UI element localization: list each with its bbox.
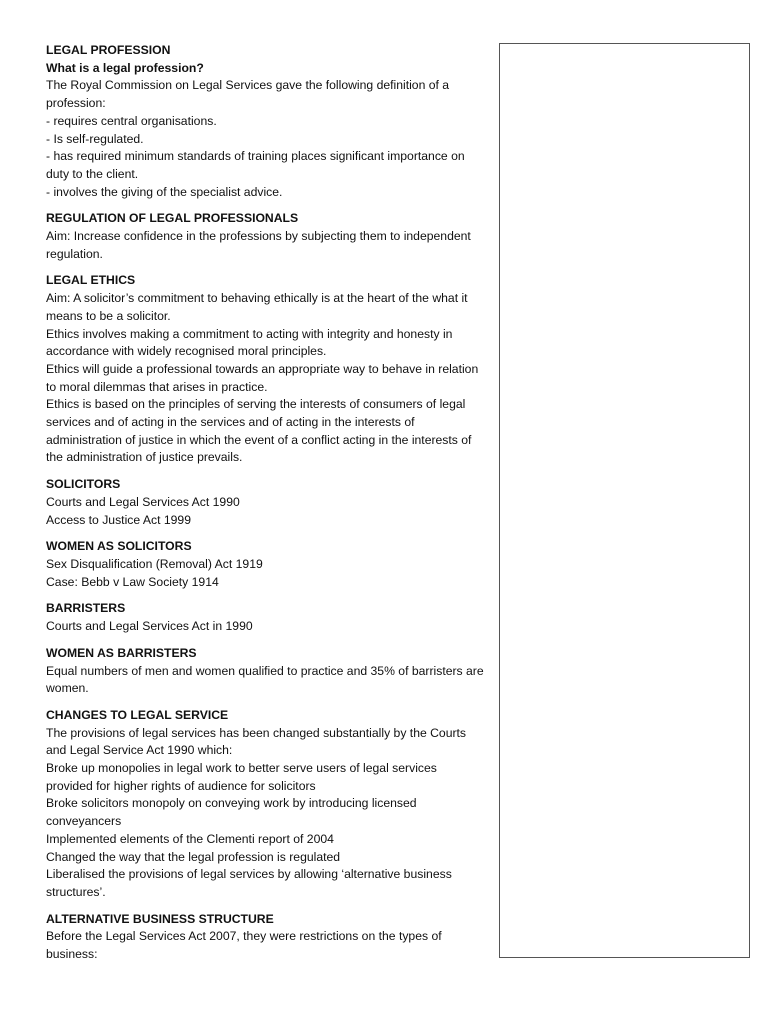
section-heading: SOLICITORS <box>46 477 121 492</box>
body-text: Courts and Legal Services Act in 1990 <box>46 619 253 634</box>
body-text: Sex Disqualification (Removal) Act 1919 <box>46 556 263 571</box>
body-text: The Royal Commission on Legal Services gave the following definition of a profession: <box>46 78 450 111</box>
body-text: Equal numbers of men and women qualified to practice and 35% of barristers are women. <box>46 663 484 696</box>
body-text: Ethics will guide a professional towards an appropriate way to behave in relation to moral dilemmas that arises in practice. <box>46 361 479 394</box>
section-heading: ALTERNATIVE BUSINESS STRUCTURE <box>46 911 274 926</box>
notes-box <box>499 43 750 958</box>
section <box>46 707 486 902</box>
body-text: Before the Legal Services Act 2007, they were restrictions on the types of business: <box>46 929 442 962</box>
body-text: Broke solicitors monopoly on conveying work by introducing licensed conveyancers <box>46 796 417 829</box>
body-text: - involves the giving of the specialist advice. <box>46 184 283 199</box>
section-heading: LEGAL ETHICS <box>46 273 136 288</box>
section <box>46 538 486 591</box>
section-heading: WOMEN AS BARRISTERS <box>46 645 197 660</box>
body-text: Aim: Increase confidence in the professions by subjecting them to independent regulation. <box>46 229 471 261</box>
body-text: - requires central organisations. <box>46 113 217 128</box>
section-heading: CHANGES TO LEGAL SERVICE <box>46 707 229 722</box>
body-text: - has required minimum standards of training places significant importance on duty to the client. <box>46 149 465 181</box>
body-text: Case: Bebb v Law Society 1914 <box>46 574 219 589</box>
section <box>46 476 486 529</box>
body-text: Access to Justice Act 1999 <box>46 512 191 527</box>
body-text: Liberalised the provisions of legal services by allowing ‘alternative business structures’. <box>46 867 452 899</box>
document-body <box>46 42 486 973</box>
section-heading: REGULATION OF LEGAL PROFESSIONALS <box>46 211 299 226</box>
body-text: Ethics involves making a commitment to acting with integrity and honesty in accordance with widely recognised moral principles. <box>46 326 453 359</box>
body-text: Ethics is based on the principles of serving the interests of consumers of legal services and of acting in the services and of acting in the interests of administration of justice in which the event of a conflict acting in the interests of the administration of justice prevails. <box>46 397 472 465</box>
section <box>46 42 486 201</box>
section <box>46 911 486 964</box>
section <box>46 645 486 698</box>
body-text: Changed the way that the legal profession is regulated <box>46 849 341 864</box>
body-text: Implemented elements of the Clementi report of 2004 <box>46 831 334 846</box>
subheading: What is a legal profession? <box>46 60 204 75</box>
body-text: Broke up monopolies in legal work to better serve users of legal services provided for higher rights of audience for solicitors <box>46 761 437 793</box>
section-heading: WOMEN AS SOLICITORS <box>46 539 192 554</box>
section <box>46 600 486 635</box>
section-heading: LEGAL PROFESSION <box>46 43 171 57</box>
section <box>46 210 486 263</box>
body-text: The provisions of legal services has been changed substantially by the Courts and Legal Service Act 1990 which: <box>46 725 467 758</box>
body-text: Courts and Legal Services Act 1990 <box>46 494 240 509</box>
section <box>46 272 486 467</box>
body-text: Aim: A solicitor’s commitment to behaving ethically is at the heart of the what it means to be a solicitor. <box>46 291 468 323</box>
section-heading: BARRISTERS <box>46 601 126 616</box>
body-text: - Is self-regulated. <box>46 131 144 146</box>
